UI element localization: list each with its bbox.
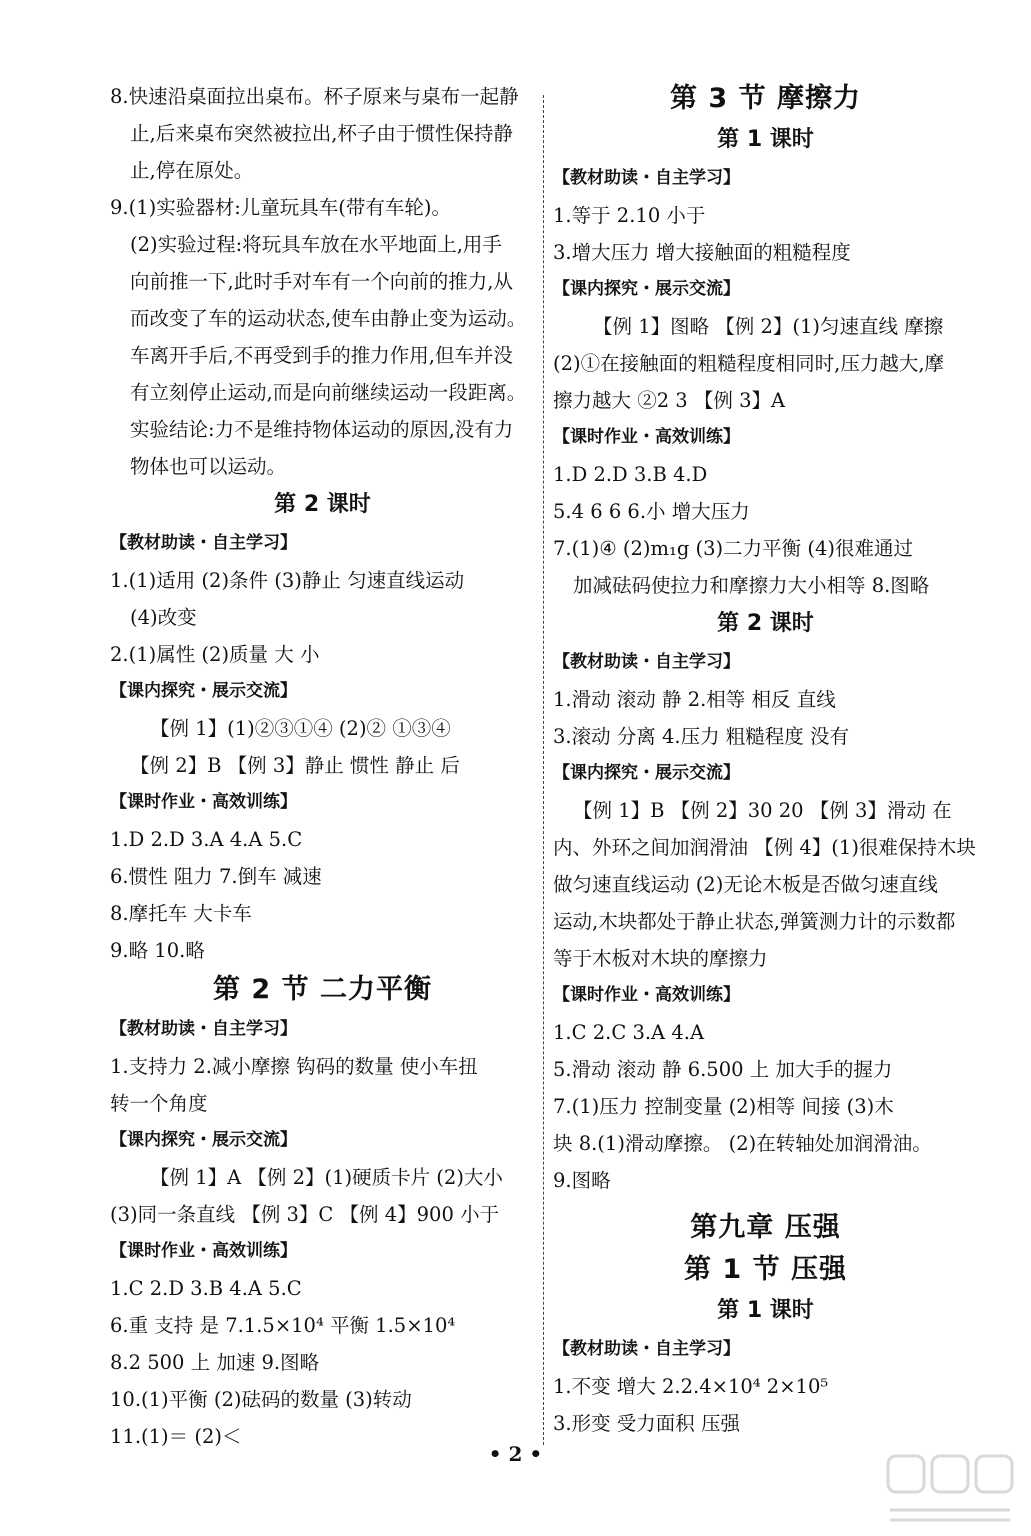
subsection-tag: 【教材助读・自主学习】: [553, 1339, 740, 1359]
text-line: 内、外环之间加润滑油 【例 4】(1)很难保持木块: [553, 836, 976, 859]
text-line: 10.(1)平衡 (2)砝码的数量 (3)转动: [110, 1388, 412, 1411]
text-line: (3)同一条直线 【例 3】C 【例 4】900 小于: [110, 1203, 500, 1226]
text-line: 1.D 2.D 3.A 4.A 5.C: [110, 828, 303, 851]
column-divider: [543, 95, 544, 1445]
text-line: 止,后来桌布突然被拉出,杯子由于惯性保持静: [130, 122, 513, 145]
text-line: 1.滑动 滚动 静 2.相等 相反 直线: [553, 688, 836, 711]
text-line: 1.支持力 2.减小摩擦 钩码的数量 使小车扭: [110, 1055, 478, 1078]
chapter-heading: 第九章 压强: [690, 1212, 841, 1243]
subsection-tag: 【教材助读・自主学习】: [110, 533, 297, 553]
text-line: 等于木板对木块的摩擦力: [553, 947, 768, 970]
left-column: [110, 78, 535, 1455]
section-heading: 第 1 节 压强: [684, 1254, 847, 1285]
text-line: 9.略 10.略: [110, 939, 205, 962]
subsection-tag: 【课内探究・展示交流】: [110, 1130, 297, 1150]
subsection-tag: 【课时作业・高效训练】: [553, 985, 740, 1005]
section-heading: 第 3 节 摩擦力: [670, 83, 861, 114]
text-line: (2)①在接触面的粗糙程度相同时,压力越大,摩: [553, 352, 945, 375]
subsection-tag: 【课内探究・展示交流】: [553, 763, 740, 783]
text-line: 2.(1)属性 (2)质量 大 小: [110, 643, 320, 666]
text-line: 9.图略: [553, 1169, 611, 1192]
lesson-heading: 第 1 课时: [717, 1298, 814, 1323]
text-line: 有立刻停止运动,而是向前继续运动一段距离。: [130, 381, 527, 404]
text-line: 11.(1)＝ (2)＜: [110, 1425, 242, 1448]
lesson-heading: 第 2 课时: [274, 492, 371, 517]
text-line: 3.形变 受力面积 压强: [553, 1412, 741, 1435]
text-line: 物体也可以运动。: [130, 455, 287, 478]
text-line: 止,停在原处。: [130, 159, 254, 182]
text-line: 7.(1)④ (2)m₁g (3)二力平衡 (4)很难通过: [553, 537, 913, 560]
text-line: 8.快速沿桌面拉出桌布。杯子原来与桌布一起静: [110, 85, 519, 108]
subsection-tag: 【教材助读・自主学习】: [553, 652, 740, 672]
watermark-logo: [880, 1450, 1020, 1528]
page-number: • 2 •: [488, 1442, 543, 1466]
text-line: 9.(1)实验器材:儿童玩具车(带有车轮)。: [110, 196, 452, 219]
text-line: 8.2 500 上 加速 9.图略: [110, 1351, 320, 1374]
subsection-tag: 【课内探究・展示交流】: [110, 681, 297, 701]
subsection-tag: 【教材助读・自主学习】: [110, 1019, 297, 1039]
text-line: 做匀速直线运动 (2)无论木板是否做匀速直线: [553, 873, 938, 896]
lesson-heading: 第 2 课时: [717, 611, 814, 636]
text-line: 1.C 2.C 3.A 4.A: [553, 1021, 705, 1044]
text-line: 块 8.(1)滑动摩擦。 (2)在转轴处加润滑油。: [553, 1132, 932, 1155]
text-line: 车离开手后,不再受到手的推力作用,但车并没: [130, 344, 513, 367]
text-line: 擦力越大 ②2 3 【例 3】A: [553, 389, 786, 412]
subsection-tag: 【课时作业・高效训练】: [110, 1241, 297, 1261]
text-line: 1.C 2.D 3.B 4.A 5.C: [110, 1277, 302, 1300]
text-line: 1.等于 2.10 小于: [553, 204, 706, 227]
text-line: (4)改变: [130, 606, 197, 629]
text-line: 【例 1】图略 【例 2】(1)匀速直线 摩擦: [593, 315, 944, 338]
text-line: 3.滚动 分离 4.压力 粗糙程度 没有: [553, 725, 850, 748]
text-line: (2)实验过程:将玩具车放在水平地面上,用手: [130, 233, 502, 256]
text-line: 加减砝码使拉力和摩擦力大小相等 8.图略: [573, 574, 930, 597]
subsection-tag: 【课时作业・高效训练】: [110, 792, 297, 812]
text-line: 5.4 6 6 6.小 增大压力: [553, 500, 750, 523]
text-line: 6.惯性 阻力 7.倒车 减速: [110, 865, 322, 888]
text-line: 7.(1)压力 控制变量 (2)相等 间接 (3)木: [553, 1095, 894, 1118]
text-line: 转一个角度: [110, 1092, 208, 1115]
text-line: 1.(1)适用 (2)条件 (3)静止 匀速直线运动: [110, 569, 465, 592]
text-line: 【例 1】(1)②③①④ (2)② ①③④: [150, 717, 451, 740]
right-column: [553, 78, 978, 1442]
text-line: 1.不变 增大 2.2.4×10⁴ 2×10⁵: [553, 1375, 829, 1398]
text-line: 实验结论:力不是维持物体运动的原因,没有力: [130, 418, 514, 441]
text-line: 5.滑动 滚动 静 6.500 上 加大手的握力: [553, 1058, 893, 1081]
text-line: 向前推一下,此时手对车有一个向前的推力,从: [130, 270, 513, 293]
text-line: 【例 1】B 【例 2】30 20 【例 3】滑动 在: [573, 799, 952, 822]
text-line: 8.摩托车 大卡车: [110, 902, 252, 925]
subsection-tag: 【课时作业・高效训练】: [553, 427, 740, 447]
text-line: 【例 2】B 【例 3】静止 惯性 静止 后: [130, 754, 460, 777]
subsection-tag: 【教材助读・自主学习】: [553, 168, 740, 188]
text-line: 3.增大压力 增大接触面的粗糙程度: [553, 241, 851, 264]
text-line: 而改变了车的运动状态,使车由静止变为运动。: [130, 307, 527, 330]
text-line: 1.D 2.D 3.B 4.D: [553, 463, 708, 486]
text-line: 6.重 支持 是 7.1.5×10⁴ 平衡 1.5×10⁴: [110, 1314, 456, 1337]
text-line: 【例 1】A 【例 2】(1)硬质卡片 (2)大小: [150, 1166, 503, 1189]
text-line: 运动,木块都处于静止状态,弹簧测力计的示数都: [553, 910, 956, 933]
section-heading: 第 2 节 二力平衡: [213, 974, 432, 1005]
subsection-tag: 【课内探究・展示交流】: [553, 279, 740, 299]
lesson-heading: 第 1 课时: [717, 127, 814, 152]
